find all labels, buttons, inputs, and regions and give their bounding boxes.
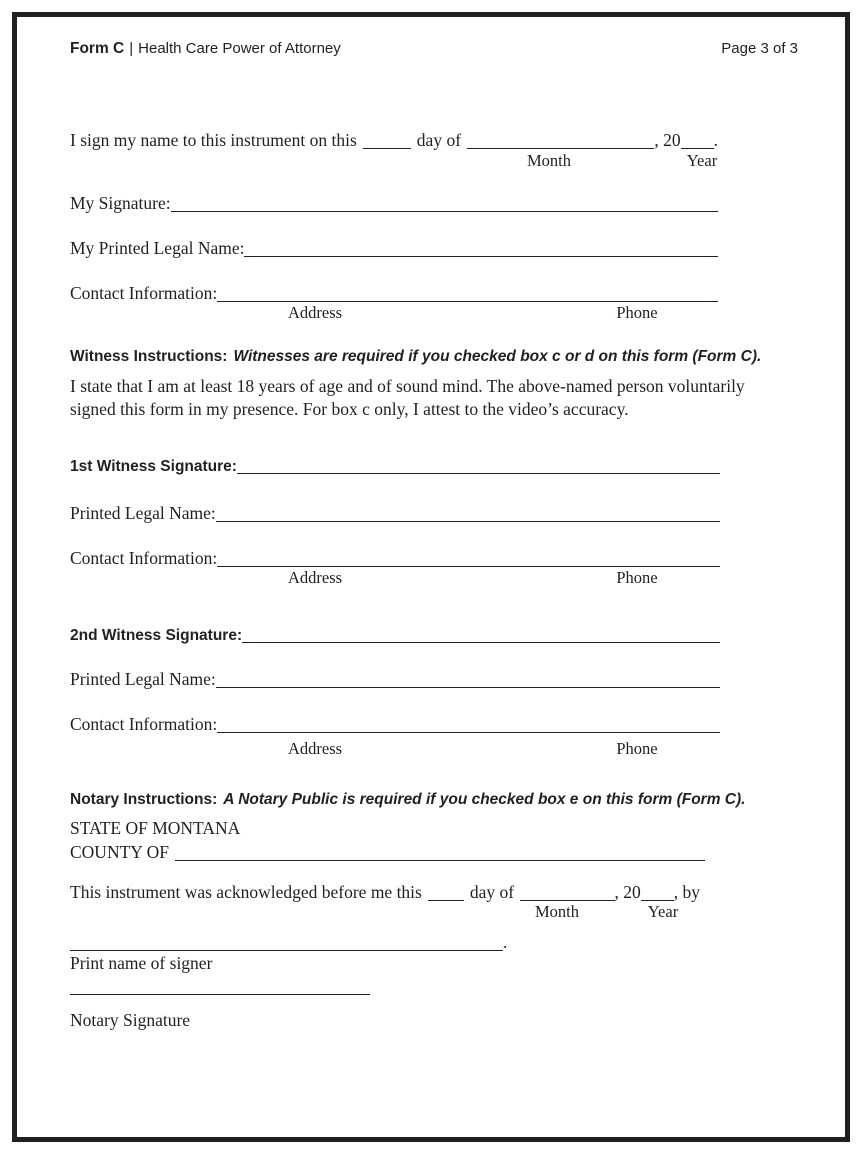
notary-signature-field[interactable] <box>70 994 370 995</box>
year-label: Year <box>686 151 718 170</box>
witness2-printed-name-row <box>70 669 720 689</box>
sign-line-text: I sign my name to this instrument on this <box>70 130 357 150</box>
witness2-signature-label: 2nd Witness Signature: <box>70 627 243 644</box>
notary-instructions <box>70 790 798 810</box>
ack-day-of-text: day of <box>469 882 515 902</box>
header-title <box>70 39 341 59</box>
form-title: Health Care Power of Attorney <box>138 40 341 57</box>
witness1-signature-field[interactable] <box>237 473 720 474</box>
month-field[interactable] <box>467 148 654 149</box>
ack-text: This instrument was acknowledged before me this <box>70 882 422 902</box>
my-printed-name-row <box>70 238 718 258</box>
witness2-address-label: Address <box>287 739 343 758</box>
witness2-signature-field[interactable] <box>242 642 720 643</box>
witness1-signature-label: 1st Witness Signature: <box>70 458 237 475</box>
witness1-printed-name-field[interactable] <box>216 521 720 522</box>
ack-comma-by-text: , by <box>673 882 700 902</box>
signer-name-caption-row <box>70 953 212 973</box>
county-field[interactable] <box>175 860 705 861</box>
witness2-contact-row <box>70 714 720 734</box>
witness1-printed-name-row <box>70 503 720 523</box>
witness2-printed-name-field[interactable] <box>216 687 720 688</box>
my-printed-name-field[interactable] <box>244 256 718 257</box>
witness1-signature-row <box>70 457 720 477</box>
witness1-phone-label: Phone <box>616 568 658 587</box>
ack-day-field[interactable] <box>428 900 464 901</box>
my-signature-label: My Signature: <box>70 193 171 213</box>
my-signature-field[interactable] <box>171 211 718 212</box>
header-separator: | <box>129 40 134 57</box>
ack-month-field[interactable] <box>520 900 614 901</box>
page-header <box>70 39 798 59</box>
witness1-address-label: Address <box>287 568 343 587</box>
month-label: Month <box>526 151 572 170</box>
witness2-contact-field[interactable] <box>217 732 720 733</box>
phone-label: Phone <box>616 303 658 322</box>
day-of-text: day of <box>416 130 462 150</box>
sign-date-line <box>70 130 718 150</box>
my-signature-row <box>70 193 718 213</box>
notary-instructions-text: A Notary Public is required if you checked box e on this form (Form C). <box>223 791 746 808</box>
witness1-contact-row <box>70 548 720 568</box>
county-row <box>70 842 705 862</box>
notary-signature-line <box>70 991 370 992</box>
witness2-phone-label: Phone <box>616 739 658 758</box>
comma-20-text: , 20 <box>654 130 681 150</box>
page-number: Page 3 of 3 <box>721 40 798 57</box>
county-label: COUNTY OF <box>70 842 170 862</box>
my-contact-row <box>70 283 718 303</box>
state-line <box>70 818 240 838</box>
witness2-contact-label: Contact Information: <box>70 714 218 734</box>
my-contact-field[interactable] <box>217 301 718 302</box>
witness-statement: I state that I am at least 18 years of age and of sound mind. The above-named person voluntarily signed this form in my presence. For box c only, I attest to the video’s accuracy. <box>70 376 745 419</box>
my-contact-label: Contact Information: <box>70 283 218 303</box>
ack-year-label: Year <box>647 902 679 921</box>
witness1-contact-label: Contact Information: <box>70 548 218 568</box>
period-text: . <box>713 130 718 150</box>
witness-instructions <box>70 347 798 367</box>
signer-name-period: . <box>503 932 508 952</box>
witness-instructions-label: Witness Instructions: <box>70 348 228 365</box>
witness1-contact-field[interactable] <box>217 566 720 567</box>
witness-instructions-text: Witnesses are required if you checked box c or d on this form (Form C). <box>233 348 762 365</box>
notary-instructions-label: Notary Instructions: <box>70 791 218 808</box>
address-label: Address <box>287 303 343 322</box>
state-text: STATE OF MONTANA <box>70 818 241 838</box>
signer-name-caption: Print name of signer <box>70 953 213 973</box>
my-printed-name-label: My Printed Legal Name: <box>70 238 245 258</box>
form-code: Form C <box>70 40 125 57</box>
acknowledgment-line <box>70 882 700 902</box>
day-field[interactable] <box>363 148 411 149</box>
ack-month-label: Month <box>534 902 580 921</box>
witness2-signature-row <box>70 626 720 646</box>
signer-name-line <box>70 932 507 952</box>
ack-comma-20-text: , 20 <box>614 882 641 902</box>
notary-signature-caption-row <box>70 1010 190 1030</box>
witness1-printed-name-label: Printed Legal Name: <box>70 503 216 523</box>
witness2-printed-name-label: Printed Legal Name: <box>70 669 216 689</box>
notary-signature-caption: Notary Signature <box>70 1010 191 1030</box>
ack-year-field[interactable] <box>641 900 674 901</box>
signer-name-field[interactable] <box>70 950 503 951</box>
year-field[interactable] <box>681 148 714 149</box>
